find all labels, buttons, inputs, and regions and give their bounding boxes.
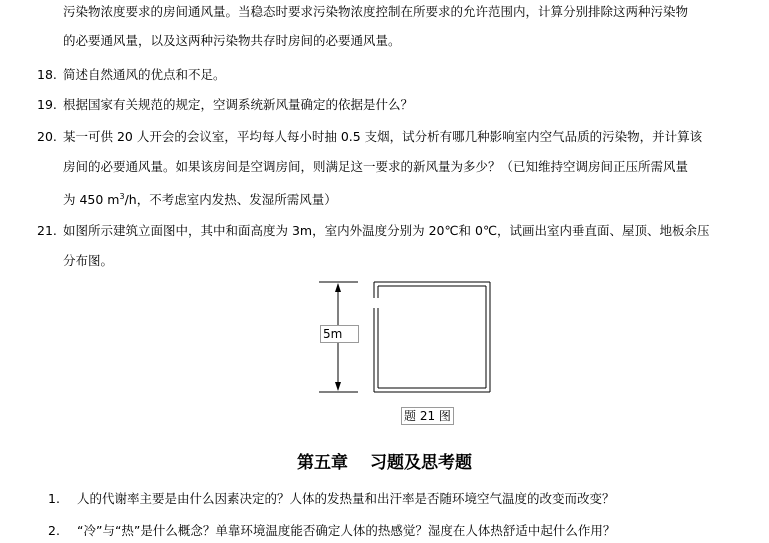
ch5-q2-text: “冷”与“热”是什么概念？单靠环境温度能否确定人体的热感觉？湿度在人体热舒适中起什么作用？ xyxy=(77,523,616,538)
ch5-q1-text: 人的代谢率主要是由什么因素决定的？人体的发热量和出汗率是否随环境空气温度的改变而改变？ xyxy=(77,491,615,506)
figure-caption: 题 21 图 xyxy=(401,407,454,425)
q20-line-2: 房间的必要通风量。如果该房间是空调房间，则满足这一要求的新风量为多少？（已知维持空调房间正压所需风量 xyxy=(63,159,689,174)
chapter-subtitle: 习题及思考题 xyxy=(370,453,472,473)
ch5-q2-number: 2. xyxy=(48,523,60,538)
chapter-title xyxy=(0,452,769,474)
q20-number: 20. xyxy=(37,129,57,144)
ch5-q1-number: 1. xyxy=(48,491,60,506)
dimension-label: 5m xyxy=(320,325,359,343)
q20-line-1: 某一可供 20 人开会的会议室，平均每人每小时抽 0.5 支烟，试分析有哪几种影响室内空气品质的污染物，并计算该 xyxy=(63,129,703,144)
q21-number: 21. xyxy=(37,223,57,238)
q18-number: 18. xyxy=(37,67,57,82)
q20-line-3-superscript: 3 xyxy=(119,192,125,201)
q19-text: 根据国家有关规范的规定，空调系统新风量确定的依据是什么？ xyxy=(63,97,414,112)
building-walls xyxy=(374,282,490,392)
q18-text: 简述自然通风的优点和不足。 xyxy=(63,67,226,82)
dimension-arrow-up xyxy=(335,283,341,292)
q21-line-1: 如图所示建筑立面图中，其中和面高度为 3m，室内外温度分别为 20℃和 0℃，试画出室内垂直面、屋顶、地板余压 xyxy=(63,223,710,238)
q19-number: 19. xyxy=(37,97,57,112)
q20-line-3-post: /h，不考虑室内发热、发湿所需风量） xyxy=(124,192,337,208)
q21-line-2: 分布图。 xyxy=(63,253,114,268)
q20-line-3-pre: 为 450 m xyxy=(63,192,120,208)
chapter-number: 第五章 xyxy=(297,453,348,473)
dimension-arrow-down xyxy=(335,382,341,391)
q17-line-2: 的必要通风量，以及这两种污染物共存时房间的必要通风量。 xyxy=(63,33,401,48)
q17-line-1: 污染物浓度要求的房间通风量。当稳态时要求污染物浓度控制在所要求的允许范围内，计算分别排除这两种污染物 xyxy=(63,4,689,19)
